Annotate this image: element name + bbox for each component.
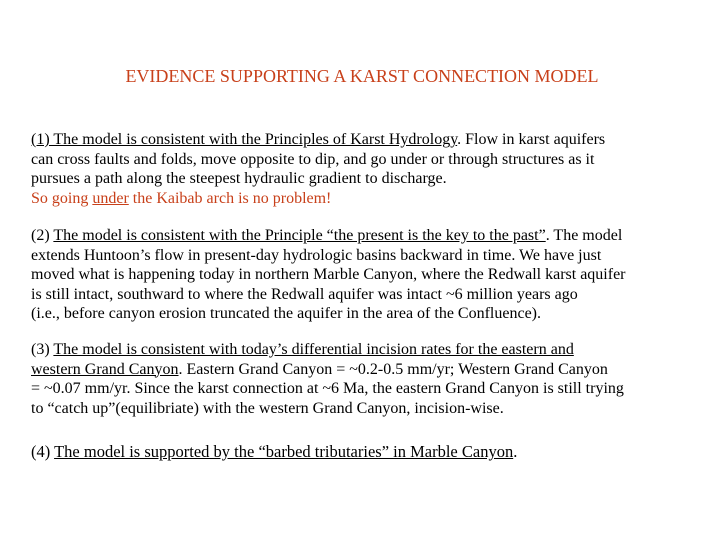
underlined-text: The model is supported by the “barbed tributaries” in Marble Canyon: [54, 442, 514, 461]
underlined-text: The model is consistent with today’s differential incision rates for the eastern and: [53, 341, 574, 358]
text-line: [31, 265, 626, 285]
text-line: [31, 340, 624, 360]
text-line: [31, 285, 626, 305]
text-line: [31, 399, 624, 419]
text-segment: the Kaibab arch is no problem!: [128, 189, 332, 207]
underlined-text: under: [92, 189, 129, 207]
slide-title: EVIDENCE SUPPORTING A KARST CONNECTION MODEL: [125, 66, 599, 86]
text-segment: . Flow in karst aquifers: [457, 131, 606, 148]
text-segment: pursues a path along the steepest hydraulic gradient to discharge.: [31, 170, 447, 188]
text-line: [31, 189, 605, 209]
text-segment: moved what is happening today in northern Marble Canyon, where the Redwall karst aquifer: [31, 266, 626, 284]
evidence-paragraph-4: [31, 442, 517, 462]
text-line: [31, 226, 626, 246]
text-line: [31, 169, 605, 189]
text-line: [31, 360, 624, 380]
underlined-text: The model is consistent with the Principle “the present is the key to the past”: [53, 227, 546, 244]
evidence-paragraph-2: [31, 226, 626, 324]
text-segment: is still intact, southward to where the Redwall aquifer was intact ~6 million years ago: [31, 285, 578, 303]
text-line: [31, 442, 517, 462]
text-line: [31, 246, 626, 266]
text-line: [31, 150, 605, 170]
evidence-paragraph-3: [31, 340, 624, 418]
text-segment: .: [513, 442, 518, 461]
text-segment: (4): [31, 442, 55, 461]
text-segment: So going: [31, 189, 93, 207]
text-line: [31, 379, 624, 399]
text-segment: . The model: [545, 227, 623, 244]
text-segment: (i.e., before canyon erosion truncated the aquifer in the area of the Confluence).: [31, 305, 541, 323]
text-line: [31, 130, 605, 150]
text-segment: (3): [31, 341, 54, 358]
text-segment: = ~0.07 mm/yr. Since the karst connection at ~6 Ma, the eastern Grand Canyon is still trying: [31, 380, 624, 398]
underlined-text: (1) The model is consistent with the Principles of Karst Hydrology: [31, 131, 458, 148]
evidence-paragraph-1: [31, 130, 605, 208]
text-segment: extends Huntoon’s flow in present-day hydrologic basins backward in time. We have just: [31, 246, 602, 264]
text-segment: to “catch up”(equilibriate) with the western Grand Canyon, incision-wise.: [31, 399, 504, 417]
text-line: [31, 304, 626, 324]
underlined-text: western Grand Canyon: [31, 360, 179, 378]
text-segment: . Eastern Grand Canyon = ~0.2-0.5 mm/yr; Western Grand Canyon: [178, 360, 608, 378]
text-segment: (2): [31, 227, 54, 244]
text-segment: can cross faults and folds, move opposite to dip, and go under or through structures as it: [31, 150, 595, 168]
